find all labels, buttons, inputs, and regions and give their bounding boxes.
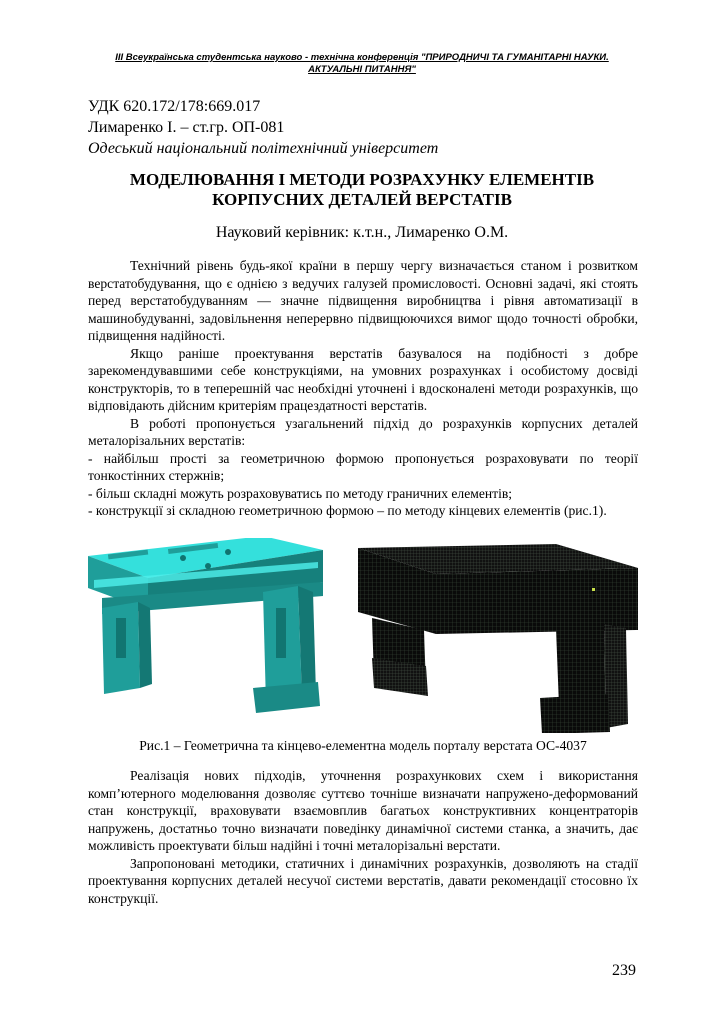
paragraph-5: Запропоновані методики, статичних і динамічних розрахунків, дозволяють на стадії проектування корпусних деталей несучої системи верстатів, давати рекомендації стосовно їх конструкції.: [88, 855, 638, 906]
header-line-1: III Всеукраїнська студентська науково - технічна конференція "ПРИРОДНИЧІ ТА ГУМАНІТАРНІ НАУКИ.: [115, 52, 609, 63]
list-item-1: - найбільш прості за геометричною формою пропонується розраховувати по теорії тонкостінних стержнів;: [88, 450, 638, 483]
paragraph-4: Реалізація нових підходів, уточнення розрахункових схем і використання комп’ютерного моделювання дозволяє суттєво точніше визначати напружено-деформований стан конструкції, враховувати взаємовплив багатьох конструктивних концентраторів напружень, достатньо точно визначати поведінку динамічної системи станка, а значить, дає можливість проектувати більш надійні і точні металорізальні верстати.: [88, 768, 638, 853]
author: Лимаренко І. – ст.гр. ОП-081: [88, 119, 285, 136]
list-item-2: - більш складні можуть розраховуватись по методу граничних елементів;: [88, 485, 513, 501]
conference-header: [90, 52, 634, 76]
header-line-2: АКТУАЛЬНІ ПИТАННЯ": [308, 64, 416, 75]
udc-code: УДК 620.172/178:669.017: [88, 98, 261, 115]
article-title: [88, 170, 636, 210]
body-text-bottom: [88, 767, 638, 907]
paragraph-3: В роботі пропонується узагальнений підхід до розрахунків корпусних деталей металорізальних верстатів:: [88, 415, 638, 448]
page-number: 239: [612, 962, 636, 979]
body-text-top: [88, 257, 638, 520]
figure-1: [88, 538, 638, 733]
paragraph-1: Технічний рівень будь-якої країни в першу чергу визначається станом і розвитком верстатобудування, що є однією з ведучих галузей промисловості. Основні задачі, які стоять перед верстатобудуванням — значне підвищення виробництва і рівня автоматизації в машинобудуванні, задовільнення неперервно підвищюючихся вимог щодо точності обробки, підвищення надійності.: [88, 258, 638, 343]
figure-1-models: [88, 538, 638, 733]
institution: Одеський національний політехнічний університет: [88, 140, 439, 157]
figure-caption: Рис.1 – Геометрична та кінцево-елементна модель порталу верстата ОС-4037: [139, 738, 587, 753]
supervisor: Науковий керівник: к.т.н., Лимаренко О.М.: [215, 224, 509, 241]
finite-element-model-image: [358, 544, 638, 733]
geometric-model-image: [88, 538, 323, 713]
title-line-1: МОДЕЛЮВАННЯ І МЕТОДИ РОЗРАХУНКУ ЕЛЕМЕНТІВ: [129, 170, 595, 189]
title-line-2: КОРПУСНИХ ДЕТАЛЕЙ ВЕРСТАТІВ: [212, 190, 512, 209]
article-meta: [88, 96, 438, 159]
list-item-3: - конструкції зі складною геометричною формою – по методу кінцевих елементів (рис.1).: [88, 503, 607, 518]
paragraph-2: Якщо раніше проектування верстатів базувалося на подібності з добре зарекомендувавшими себе конструкціями, на умовних розрахунках і особистому досвіді конструкторів, то в теперешній час необхідні уточнені і вдосконалені методи розрахунків, що відповідають дійсним критеріям працездатності верстатів.: [88, 345, 638, 413]
